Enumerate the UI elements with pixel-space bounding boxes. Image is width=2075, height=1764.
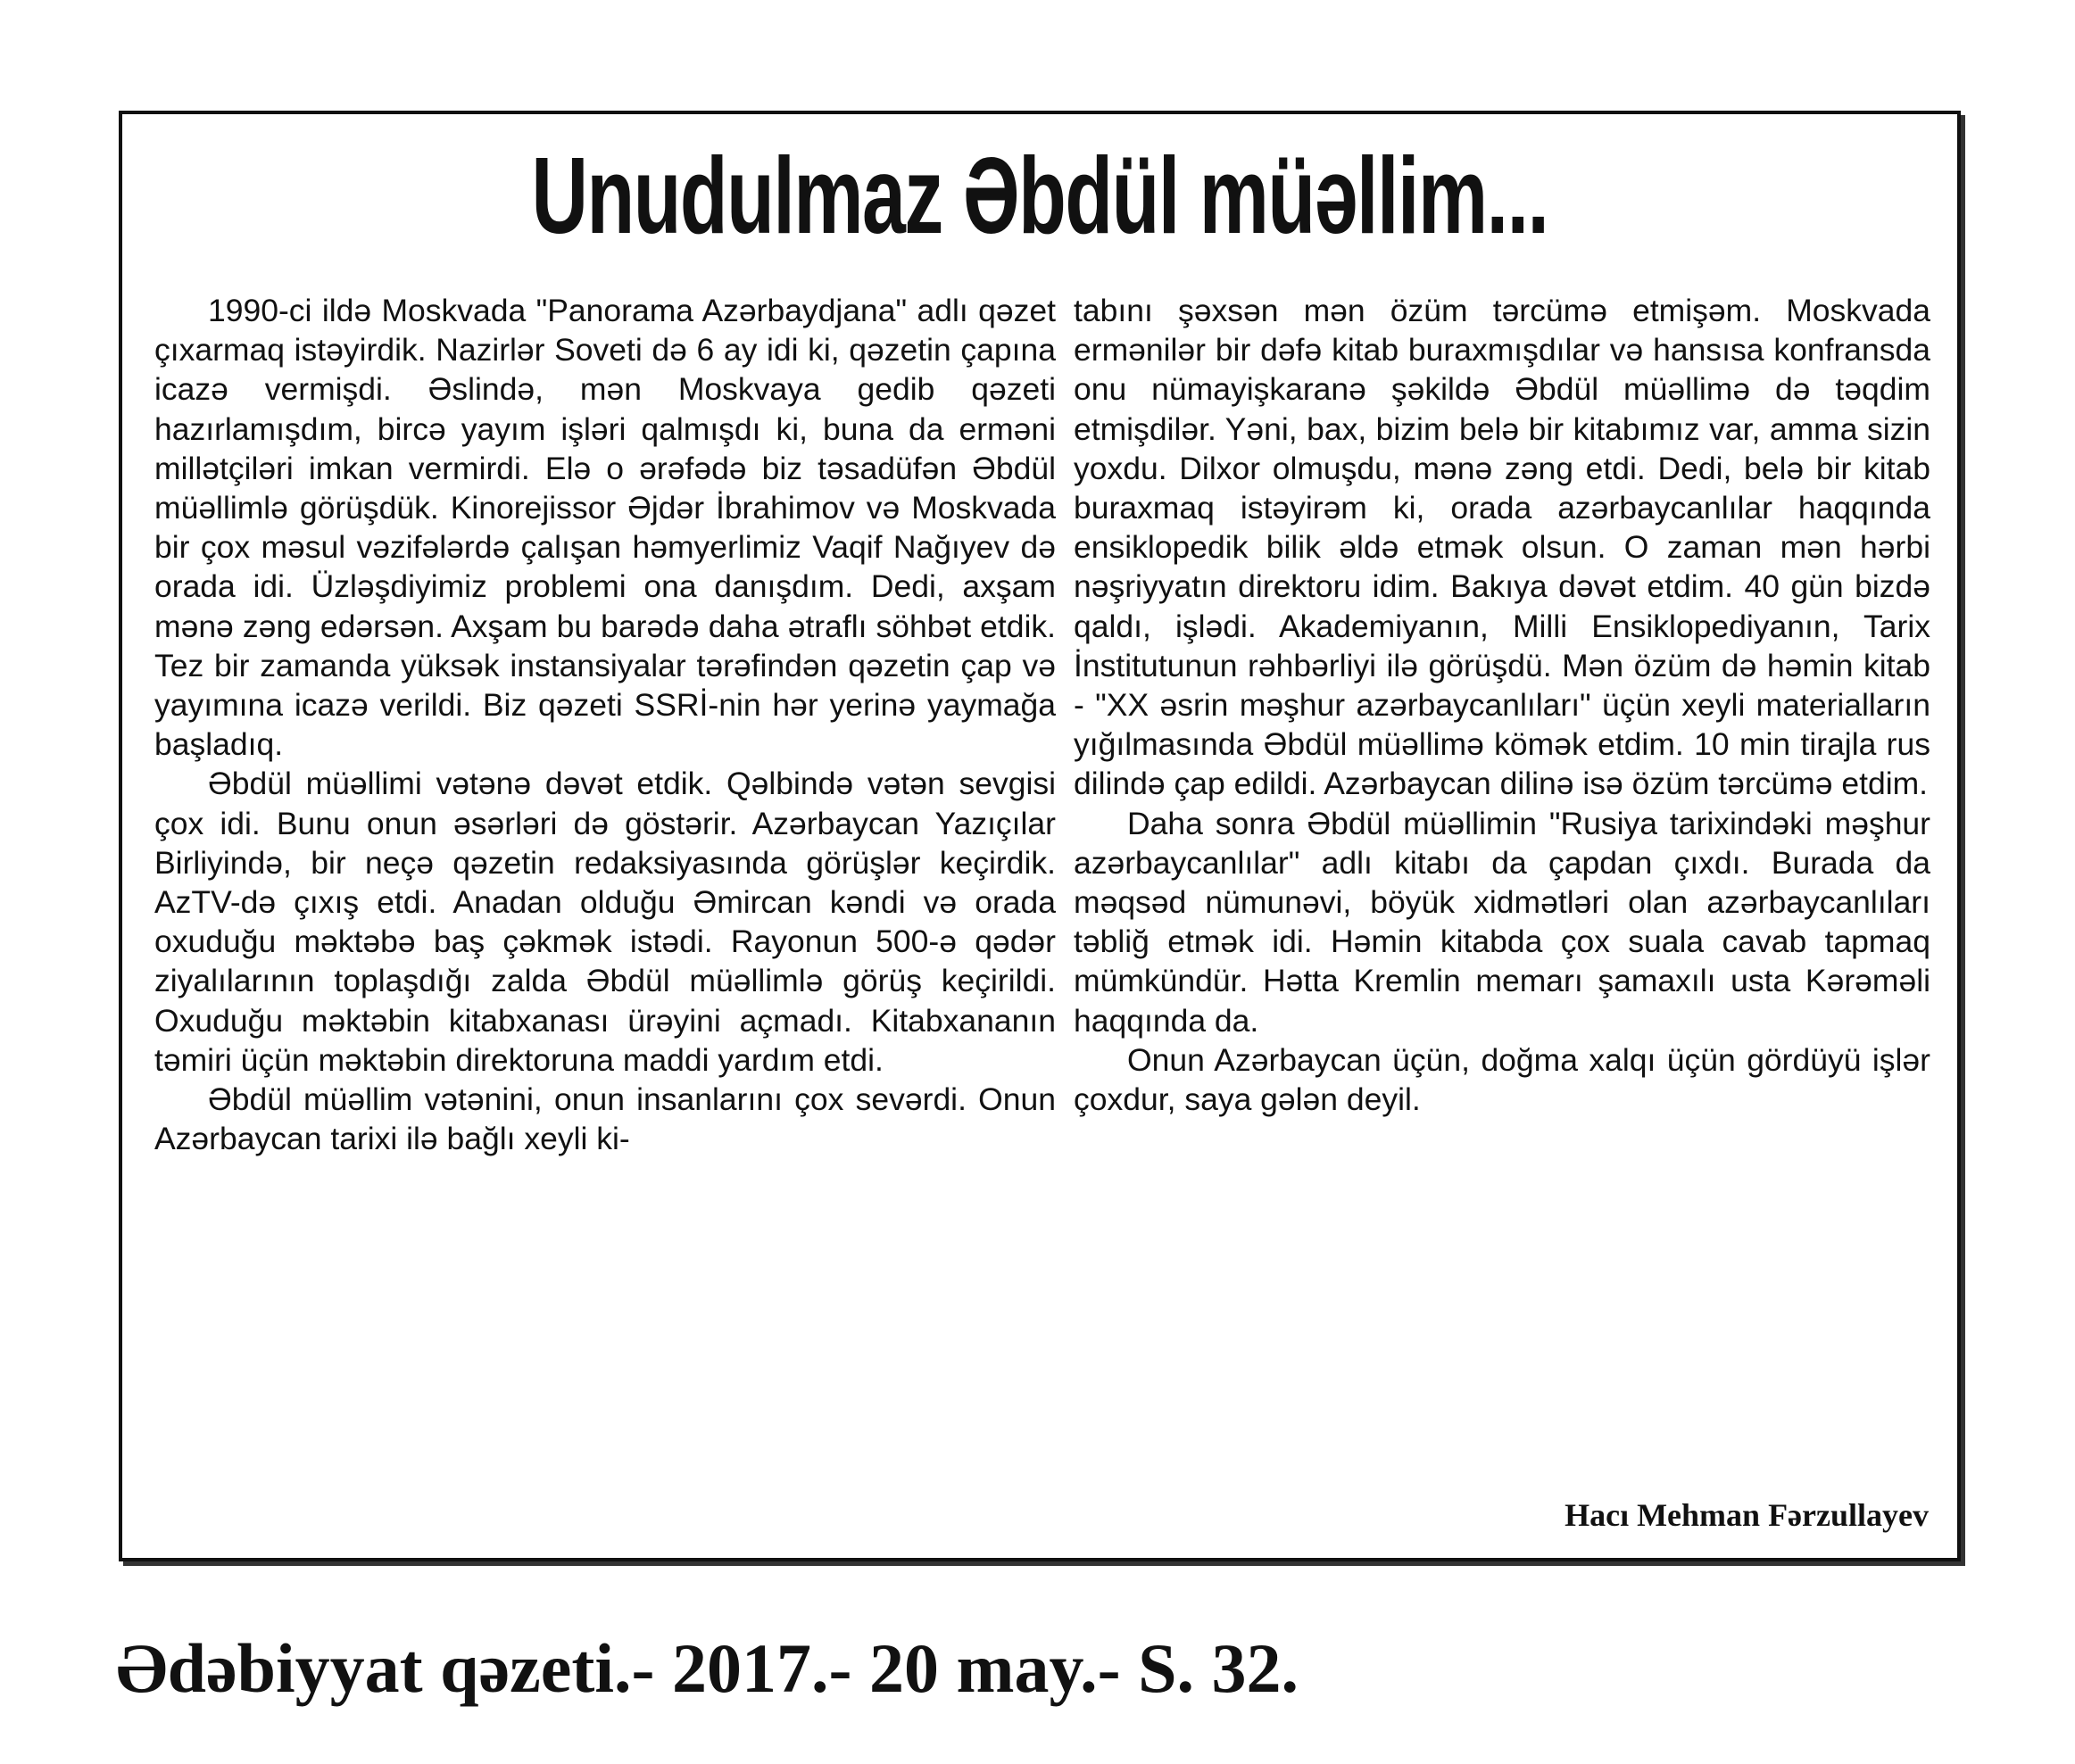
left-paragraph-3: Əbdül müəllim vətənini, onun insanlarını çox sevərdi. Onun Azərbaycan tarixi ilə bağlı xeyli ki-: [154, 1081, 1056, 1157]
left-paragraph-2: Əbdül müəllimi vətənə dəvət etdik. Qəlbində vətən sevgisi çox idi. Bunu onun əsərləri də göstərir. Azərbaycan Yazıçılar Birliyində, bir neçə qəzetin redaksiyasında görüşlər keçirdik. AzTV-də çıxış etdi. Anadan olduğu Əmircan kəndi və orada oxuduğu məktəbə baş çəkmək istədi. Rayonun 500-ə qədər ziyalılarının toplaşdığı zalda Əbdül müəllimlə görüş keçirildi. Oxuduğu məktəbin kitabxanası ürəyini açmadı. Kitabxananın təmiri üçün məktəbin direktoruna maddi yardım etdi.: [154, 766, 1056, 1078]
newspaper-clipping: [119, 111, 1961, 1561]
right-paragraph-2: Daha sonra Əbdül müəllimin "Rusiya tarixindəki məşhur azərbaycanlılar" adlı kitabı da çapdan çıxdı. Burada da məqsəd nümunəvi, böyük xidmətləri olan azərbaycanlıları təbliğ etmək idi. Həmin kitabda çox suala cavab tapmaq mümkündür. Hətta Kremlin memarı şamaxılı usta Kərəməli haqqında da.: [1074, 805, 1930, 1039]
article-headline: Unudulmaz Əbdül müəllim...: [531, 135, 1548, 256]
source-citation: Ədəbiyyat qəzeti.- 2017.- 20 may.- S. 32.: [116, 1629, 1299, 1707]
article-column-right: [1074, 291, 1930, 1119]
right-paragraph-1: tabını şəxsən mən özüm tərcümə etmişəm. Moskvada ermənilər bir dəfə kitab buraxmışdılar və hansısa konfransda onu nümayişkaranə şəkildə Əbdül müəllimə də təqdim etmişdilər. Yəni, bax, bizim belə bir kitabımız var, amma sizin yoxdu. Dilxor olmuşdu, mənə zəng etdi. Dedi, belə bir kitab buraxmaq istəyirəm ki, orada azərbaycanlılar haqqında ensiklopedik bilik əldə etmək olsun. O zaman mən hərbi nəşriyyatın direktoru idim. Bakıya dəvət etdim. 40 gün bizdə qaldı, işlədi. Akademiyanın, Milli Ensiklopediyanın, Tarix İnstitutunun rəhbərliyi ilə görüşdü. Mən özüm də həmin kitab - "XX əsrin məşhur azərbaycanlıları" üçün xeyli materialların yığılmasında Əbdül müəllimə kömək etdim. 10 min tirajla rus dilində çap edildi. Azərbaycan dilinə isə özüm tərcümə etdim.: [1074, 293, 1930, 802]
left-paragraph-1: 1990-ci ildə Moskvada "Panorama Azərbaydjana" adlı qəzet çıxarmaq istəyirdik. Nazirlər Soveti də 6 ay idi ki, qəzetin çapına icazə vermişdi. Əslində, mən Moskvaya gedib qəzeti hazırlamışdım, bircə yayım işləri qalmışdı ki, buna da erməni millətçiləri imkan vermirdi. Elə o ərəfədə biz təsadüfən Əbdül müəllimlə görüşdük. Kinorejissor Əjdər İbrahimov və Moskvada bir çox məsul vəzifələrdə çalışan həmyerlimiz Vaqif Nağıyev də orada idi. Üzləşdiyimiz problemi ona danışdım. Dedi, axşam mənə zəng edərsən. Axşam bu barədə daha ətraflı söhbət etdik. Tez bir zamanda yüksək instansiyalar tərəfindən qəzetin çap və yayımına icazə verildi. Biz qəzeti SSRİ-nin hər yerinə yaymağa başladıq.: [154, 293, 1056, 763]
right-paragraph-3: Onun Azərbaycan üçün, doğma xalqı üçün gördüyü işlər çoxdur, saya gələn deyil.: [1074, 1041, 1930, 1118]
article-column-left: [154, 291, 1056, 1158]
author-signature: Hacı Mehman Fərzullayev: [1565, 1497, 1929, 1533]
